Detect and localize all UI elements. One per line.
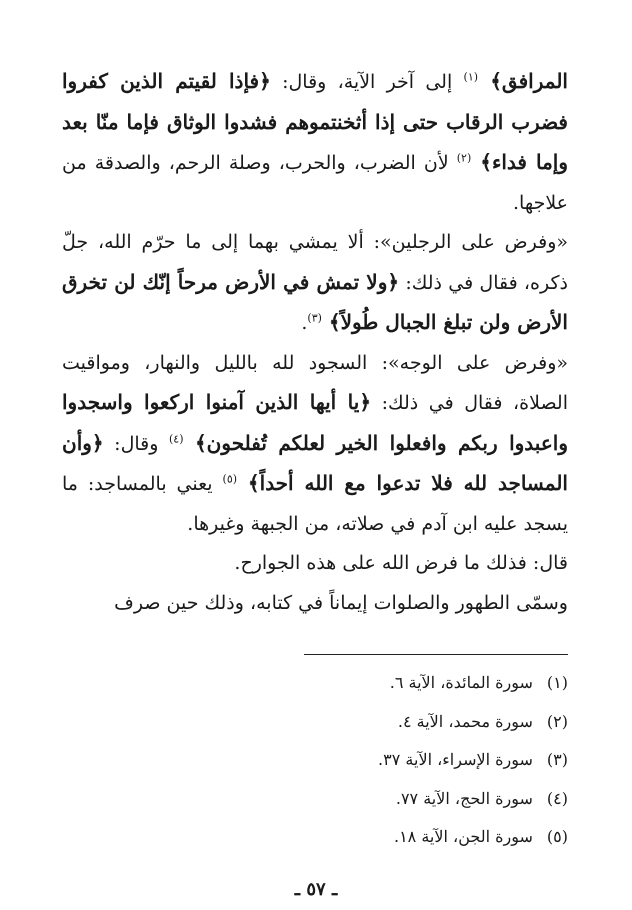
main-text [62,62,568,623]
text-segment: لأن الضرب، والحرب، وصلة الرحم، والصدقة من علاجها. [62,152,568,214]
quran-quote: ﴿وأن المساجد لله فلا تدعوا مع الله أحداً﴾ [62,430,568,495]
text-segment: إلى آخر الآية، وقال: [270,71,464,93]
page-number: ـ ٥٧ ـ [294,879,338,900]
footnote-item [62,703,568,742]
footnote-text: سورة الإسراء، الآية ٣٧. [378,750,533,769]
footnote-number: (٢) [546,711,568,731]
text-segment: «وفرض على الرجلين»: ألا يمشي بهما إلى ما حرّم الله، جلّ ذكره، فقال في ذلك: [62,231,569,294]
paragraph [62,544,568,584]
footnote-number: (٣) [546,750,568,769]
footnote-number: (٤) [546,788,568,808]
paragraph [62,62,568,223]
text-segment: يعني بالمساجد: ما يسجد عليه ابن آدم في صلاته، من الجبهة وغيرها. [62,473,568,535]
quran-quote: المرافق﴾ [478,69,568,93]
footnote-number: (٥) [546,827,568,846]
footnote-item [62,741,568,780]
footnote-ref: (٣) [307,311,322,325]
text-segment: . [301,312,308,334]
footnote-item [62,818,568,857]
footnote-ref: (٤) [168,432,184,446]
footnote-text: سورة محمد، الآية ٤. [397,711,533,731]
footnote-item [62,664,568,703]
quran-quote: ﴿فإذا لقيتم الذين كفروا فضرب الرقاب حتى إذا أثخنتموهم فشدوا الوثاق فإما منّا بعد وإما فداء﴾ [62,69,568,174]
footnote-ref: (٢) [456,151,472,165]
quran-quote: ﴿ولا تمش في الأرض مرحاً إنّك لن تخرق الأرض ولن تبلغ الجبال طُولاً﴾ [62,269,568,334]
footnote-divider [304,654,568,655]
footnote-text: سورة المائدة، الآية ٦. [389,673,533,692]
text-segment: وسمّى الطهور والصلوات إيماناً في كتابه، وذلك حين صرف [114,591,568,614]
footnote-ref: (١) [463,70,479,84]
footnote-number: (١) [546,673,568,692]
paragraph [62,223,568,344]
footnote-text: سورة الحج، الآية ٧٧. [395,788,533,808]
text-segment: وقال: [103,432,169,455]
footnote-item [62,780,568,819]
footnote-ref: (٥) [222,472,238,486]
text-segment: قال: فذلك ما فرض الله على هذه الجوارح. [234,552,568,574]
paragraph [62,344,568,545]
quran-quote: ﴿يا أيها الذين آمنوا اركعوا واسجدوا واعبدوا ربكم وافعلوا الخير لعلكم تُفلحون﴾ [62,390,568,455]
footnote-text: سورة الجن، الآية ١٨. [393,827,533,846]
text-segment: «وفرض على الوجه»: السجود لله بالليل والنهار، ومواقيت الصلاة، فقال في ذلك: [62,351,568,414]
footnotes [62,664,568,857]
paragraph [62,584,568,624]
